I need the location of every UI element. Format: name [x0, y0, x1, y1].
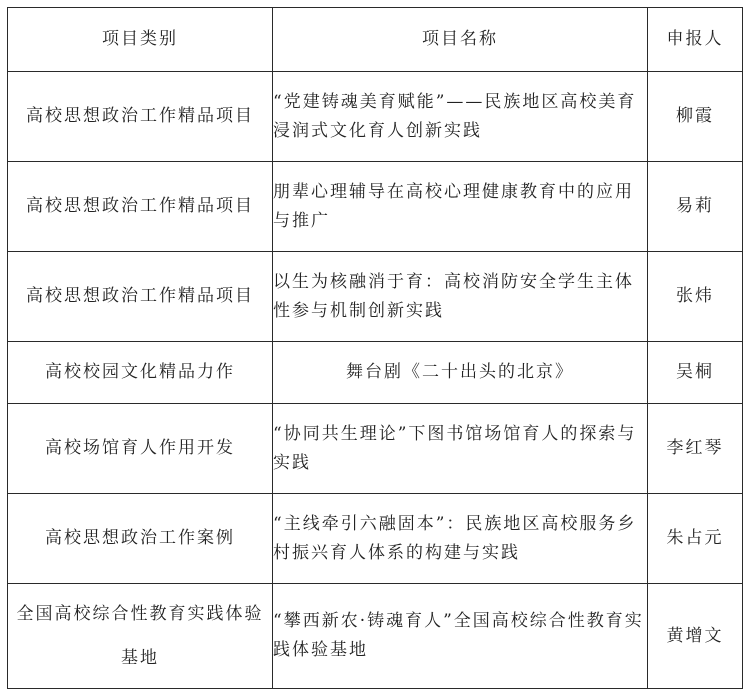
- project-category: 全国高校综合性教育实践体验基地: [8, 584, 273, 689]
- project-category: 高校思想政治工作案例: [8, 494, 273, 584]
- table-row: [8, 162, 743, 252]
- project-name: 朋辈心理辅导在高校心理健康教育中的应用与推广: [273, 162, 648, 252]
- project-applicant: 黄增文: [648, 584, 743, 689]
- project-name: “协同共生理论”下图书馆场馆育人的探索与实践: [273, 404, 648, 494]
- project-name: “主线牵引六融固本”：民族地区高校服务乡村振兴育人体系的构建与实践: [273, 494, 648, 584]
- project-applicant: 张炜: [648, 252, 743, 342]
- table-row: [8, 494, 743, 584]
- project-name: 舞台剧《二十出头的北京》: [273, 342, 648, 404]
- table-row: [8, 584, 743, 689]
- project-name: “攀西新农·铸魂育人”全国高校综合性教育实践体验基地: [273, 584, 648, 689]
- project-applicant: 李红琴: [648, 404, 743, 494]
- header-category: 项目类别: [8, 8, 273, 72]
- header-applicant: 申报人: [648, 8, 743, 72]
- project-applicant: 柳霞: [648, 72, 743, 162]
- project-category: 高校思想政治工作精品项目: [8, 72, 273, 162]
- project-category: 高校场馆育人作用开发: [8, 404, 273, 494]
- project-category: 高校思想政治工作精品项目: [8, 162, 273, 252]
- project-category: 高校校园文化精品力作: [8, 342, 273, 404]
- project-table: [7, 7, 743, 689]
- project-applicant: 易莉: [648, 162, 743, 252]
- table-header-row: [8, 8, 743, 72]
- project-applicant: 吴桐: [648, 342, 743, 404]
- table-row: [8, 72, 743, 162]
- project-category: 高校思想政治工作精品项目: [8, 252, 273, 342]
- table-row: [8, 342, 743, 404]
- table-row: [8, 252, 743, 342]
- project-name: 以生为核融消于育：高校消防安全学生主体性参与机制创新实践: [273, 252, 648, 342]
- header-name: 项目名称: [273, 8, 648, 72]
- table-row: [8, 404, 743, 494]
- project-name: “党建铸魂美育赋能”——民族地区高校美育浸润式文化育人创新实践: [273, 72, 648, 162]
- project-applicant: 朱占元: [648, 494, 743, 584]
